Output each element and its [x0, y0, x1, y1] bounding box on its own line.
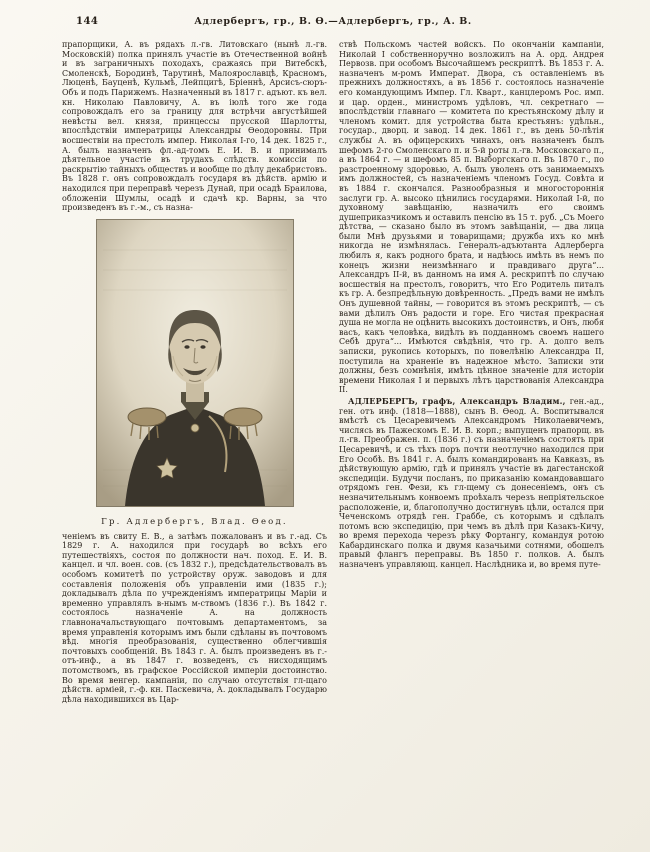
paragraph-right-top: ствѣ Польскомъ частей войскъ. По окончаніи кампаніи, Николай I собственноручно возложилъ на А. орд. Андрея Первозв. при особомъ Высочайшемъ рескриптѣ. Въ 1853 г. А. назначенъ м-ромъ Императ. Двора, съ оставленіемъ въ прежнихъ должностяхъ, а въ 1856 г. состоялось назначеніе его командующимъ Импер. Гл. Кварт., канцлеромъ Рос. имп. и цар. орден., министромъ удѣловъ, чл. секретнаго — впослѣдствіи главнаго — комитета по крестьянскому дѣлу и членомъ комит. для устройства быта крестьянъ: удѣльн., государ., дворц. и завод. 14 дек. 1861 г., въ день 50-лѣтія службы А. въ офицерскихъ чинахъ, онъ назначенъ былъ шефомъ 2-го Смоленскаго п. и 5-й роты л.-гв. Московскаго п., а въ 1864 г. — и шефомъ 85 п. Выборгскаго п. Въ 1870 г., по разстроенному здоровью, А. былъ уволенъ отъ занимаемыхъ имъ должностей, съ назначеніемъ членомъ Госуд. Совѣта и въ 1884 г. скончался. Разнообразныя и многостороннія заслуги гр. А. высоко цѣнились государями. Николай I-й, по духовному завѣщанію, назначилъ его своимъ душеприказчикомъ и оставилъ пенсію въ 15 т. руб. „Съ Моего дѣтства, — сказано было въ этомъ завѣщаніи, — два лица были Мнѣ друзьями и товарищами; дружба ихъ ко мнѣ никогда не измѣнялась. Генералъ-адъютанта Адлерберга любилъ я, какъ родного брата, и надѣюсь имѣть въ немъ по конецъ жизни неизмѣннаго и правдиваго друга“... Александръ II-й, въ данномъ на имя А. рескриптѣ по случаю восшествія на престолъ, говоритъ, что Его Родитель питалъ къ гр. А. безпредѣльную довѣренность. „Предъ вами не имѣлъ Онъ душевной тайны, — говорится въ этомъ рескриптѣ, — съ вами дѣлилъ Онъ радости и горе. Его чистая прекрасная душа не могла не оцѣнить высокихъ достоинствъ, и Онъ, любя васъ, какъ человѣка, видѣлъ въ подданномъ своемъ нашего Себѣ друга“... Имѣются свѣдѣнія, что гр. А. долго велъ записки, рукопись которыхъ, по повелѣнію Александра II, поступила на храненіе въ надежное мѣсто. Записки эти должны, безъ сомнѣнія, имѣть цѣнное значеніе для исторіи времени Николая I и первыхъ лѣтъ царствованія Александра II.	[339, 40, 604, 395]
page-header	[62, 16, 604, 32]
running-title: Адлербергъ, гр., В. Ѳ.—Адлербергъ, гр., А. В.	[194, 16, 472, 27]
left-column	[62, 40, 327, 704]
portrait-figure	[62, 219, 327, 527]
portrait-engraving	[97, 220, 293, 506]
article-adlerberg-alexander	[339, 397, 604, 570]
right-column	[339, 40, 604, 704]
portrait-caption: Гр. Адлербергъ, Влад. Ѳеод.	[101, 516, 288, 527]
two-column-layout	[62, 40, 604, 704]
paragraph-left-top: прапорщики, А. въ рядахъ л.-гв. Литовскаго (нынѣ л.-гв. Московскій) полка принялъ участіе въ Отечественной войнѣ и въ заграничныхъ походахъ, сражаясь при Витебскѣ, Смоленскѣ, Бородинѣ, Тарутинѣ, Малоярославцѣ, Красномъ, Люценѣ, Бауценѣ, Кульмѣ, Лейпцигѣ, Бріеннѣ, Арсисъ-сюръ-Объ и подъ Парижемъ. Назначенный въ 1817 г. адъют. къ вел. кн. Николаю Павловичу, А. въ іюлѣ того же года сопровождалъ его за границу для встрѣчи августѣйшей невѣсты вел. князя, принцессы прусской Шарлотты, впослѣдствіи императрицы Александры Ѳеодоровны. При восшествіи на престолъ импер. Николая I-го, 14 дек. 1825 г., А. былъ назначенъ фл.-ад-томъ Е. И. В. и принималъ дѣятельное участіе въ трудахъ слѣдств. комиссіи по раскрытію тайныхъ обществъ и вообще по дѣлу декабристовъ. Въ 1828 г. онъ сопровождалъ государя въ дѣйств. армію и находился при переправѣ черезъ Дунай, при осадѣ Браилова, обложеніи Шумлы, осадѣ и сдачѣ кр. Варны, за что произведенъ въ г.-м., съ назна-	[62, 40, 327, 213]
page-number: 144	[76, 16, 99, 27]
article-body-text: ген.-ад., ген. отъ инф. (1818—1888), сынъ В. Ѳеод. А. Воспитывался вмѣстѣ съ Цесаревичемъ Александромъ Николаевичемъ, числясь въ Пажескомъ Е. И. В. корп.; выпущенъ прапорщ. въ л.-гв. Преображен. п. (1836 г.) съ назначеніемъ состоять при Цесаревичѣ, и съ тѣхъ поръ почти неотлучно находился при Его Особѣ. Въ 1841 г. А. былъ командированъ на Кавказъ, въ дѣйствующую армію, гдѣ и принялъ участіе въ дагестанской экспедиціи. Будучи посланъ, по приказанію командовавшаго отрядомъ ген. Фези, къ гл-щему съ донесеніемъ, онъ съ незначительнымъ конвоемъ проѣхалъ черезъ непріятельское расположеніе, и, благополучно достигнувъ цѣли, остался при Чеченскомъ отрядѣ ген. Граббе, съ которымъ и сдѣлалъ потомъ всю экспедицію, при чемъ въ дѣлѣ при Казакъ-Кичу, во время перехода черезъ рѣку Фортангу, командуя ротою Кабардинскаго полка и двумя казачьими сотнями, обошелъ правый флангъ переправы. Въ 1850 г. полков. А. былъ назначенъ управляющ. канцел. Наслѣдника и, во время путе-	[339, 396, 604, 570]
portrait-image	[96, 219, 294, 507]
paragraph-left-bottom: ченіемъ въ свиту Е. В., а затѣмъ пожалованъ и въ г.-ад. Съ 1829 г. А. находился при государѣ во всѣхъ его путешествіяхъ, состоя по должности нач. поход. Е. И. В. канцел. и чл. воен. сов. (съ 1832 г.), предсѣдательствовалъ въ особомъ комитетѣ по устройству оруж. заводовъ и для составленія положенія объ управленіи ими (1835 г.); докладывалъ дѣла по учрежденіямъ императрицы Маріи и временно управлялъ в-нымъ м-ствомъ (1836 г.). Въ 1842 г. состоялось назначеніе А. на должность главноначальствующаго почтовымъ департаментомъ, за время управленія которымъ имъ были сдѣланы въ почтовомъ вѣд. многія преобразованія, существенно облегчившія почтовыхъ сообщеній. Въ 1843 г. А. былъ произведенъ въ г.-отъ-инф., а въ 1847 г. возведенъ, съ нисходящимъ потомствомъ, въ графское Россійской имперіи достоинство. Во время венгер. кампаніи, по случаю отсутствія гл-щаго дѣйств. арміей, г.-ф. кн. Паскевича, А. докладывалъ Государю дѣла находившихся въ Цар-	[62, 531, 327, 704]
article-title-lead: АДЛЕРБЕРГЪ, графъ, Александръ Владим.,	[348, 395, 566, 406]
